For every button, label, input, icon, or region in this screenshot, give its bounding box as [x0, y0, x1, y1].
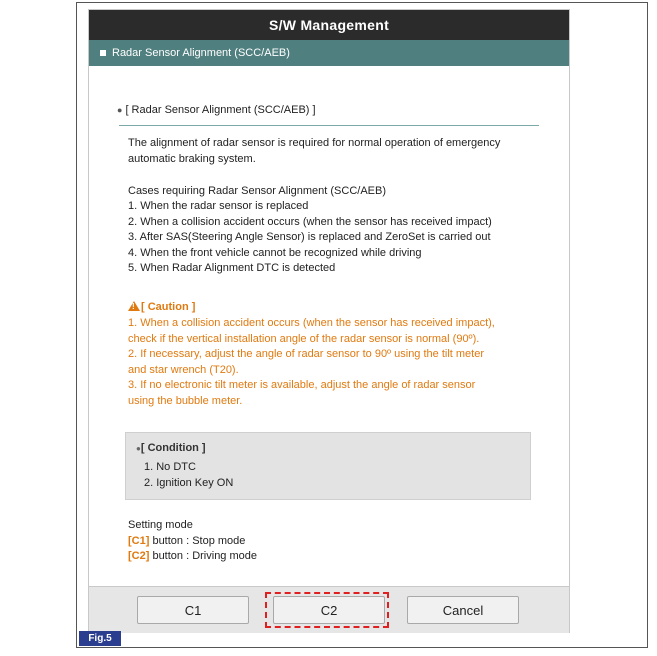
caution-title: [ Caution ]	[141, 301, 196, 313]
section-heading	[117, 104, 316, 116]
section-divider	[119, 125, 539, 126]
condition-title-text: [ Condition ]	[140, 442, 206, 454]
c2-button[interactable]: C2	[273, 596, 385, 624]
condition-item: 2. Ignition Key ON	[144, 477, 234, 489]
condition-box	[125, 432, 531, 500]
caution-line: 3. If no electronic tilt meter is available, adjust the angle of radar sensor	[128, 379, 476, 391]
caution-line: using the bubble meter.	[128, 394, 243, 407]
setting-c1-line	[128, 534, 245, 550]
bullet-dot-icon: ●	[117, 105, 123, 115]
figure-label: Fig.5	[79, 631, 121, 646]
cases-title: Cases requiring Radar Sensor Alignment (SCC/AEB)	[128, 185, 387, 197]
case-item: 2. When a collision accident occurs (when the sensor has received impact)	[128, 215, 492, 228]
c1-description: button : Stop mode	[149, 534, 246, 547]
content-area	[89, 66, 569, 594]
button-bar	[89, 586, 569, 633]
c2-description: button : Driving mode	[149, 550, 258, 562]
c1-tag: [C1]	[128, 534, 150, 547]
case-item: 3. After SAS(Steering Angle Sensor) is replaced and ZeroSet is carried out	[128, 231, 491, 243]
caution-line: 1. When a collision accident occurs (when the sensor has received impact),	[128, 317, 495, 329]
window-title: S/W Management	[89, 10, 569, 40]
case-item: 5. When Radar Alignment DTC is detected	[128, 262, 336, 274]
section-heading-text: [ Radar Sensor Alignment (SCC/AEB) ]	[125, 104, 316, 116]
subheader-bar	[89, 40, 569, 66]
bullet-dot-icon: ●	[136, 444, 141, 453]
case-item: 4. When the front vehicle cannot be recognized while driving	[128, 246, 422, 259]
square-bullet-icon	[100, 50, 106, 56]
subheader-label: Radar Sensor Alignment (SCC/AEB)	[112, 47, 290, 59]
condition-item: 1. No DTC	[144, 461, 196, 473]
caution-line: and star wrench (T20).	[128, 363, 239, 376]
caution-heading	[128, 300, 195, 316]
sw-management-window	[89, 10, 569, 632]
caution-line: 2. If necessary, adjust the angle of radar sensor to 90º using the tilt meter	[128, 348, 485, 360]
c1-button[interactable]: C1	[137, 596, 249, 624]
c2-tag: [C2]	[128, 550, 150, 562]
setting-c2-line	[128, 549, 257, 565]
condition-title	[136, 442, 206, 454]
caution-line: check if the vertical installation angle of the radar sensor is normal (90º).	[128, 332, 480, 345]
intro-line-2: automatic braking system.	[128, 153, 256, 165]
cancel-button[interactable]: Cancel	[407, 596, 519, 624]
intro-line-1: The alignment of radar sensor is required for normal operation of emergency	[128, 137, 501, 149]
case-item: 1. When the radar sensor is replaced	[128, 200, 309, 212]
setting-title: Setting mode	[128, 519, 193, 531]
warning-icon	[128, 301, 140, 311]
